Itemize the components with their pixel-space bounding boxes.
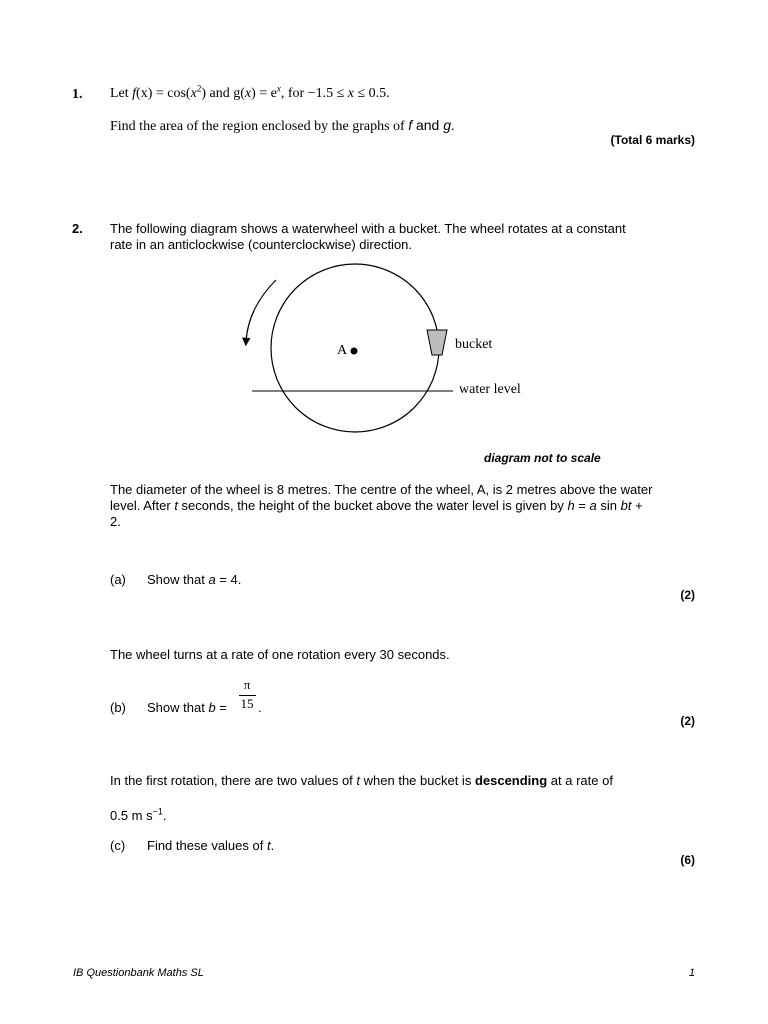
question-2-intro: The following diagram shows a waterwheel with a bucket. The wheel rotates at a constant rate in an anticlockwise (counterclockwise) direction. xyxy=(110,221,626,252)
question-1-statement: Let $f(x) = \cos(x^2)$ and $g(x) = e^x$, for −1.5 ≤ x ≤ 0.5. xyxy=(110,83,390,101)
part-c-marks: (6) xyxy=(680,853,695,867)
question-1-number: 1. xyxy=(72,87,83,102)
diagram-caption: diagram not to scale xyxy=(484,451,601,465)
part-a-label: (a) xyxy=(110,572,126,587)
fraction-numerator: π xyxy=(243,677,251,692)
question-2-paragraph-1: The diameter of the wheel is 8 metres. The centre of the wheel, A, is 2 metres above the water level. After t seconds, the height of the bucket above the water level is given by h = a sin bt + 2. xyxy=(110,482,653,529)
centre-point xyxy=(351,348,358,355)
part-b-period: . xyxy=(258,700,262,715)
bucket-label: bucket xyxy=(455,337,493,352)
part-c-text: Find these values of t. xyxy=(147,838,275,853)
part-a-marks: (2) xyxy=(680,588,695,602)
question-2-paragraph-2: The wheel turns at a rate of one rotation every 30 seconds. xyxy=(110,647,450,662)
rotation-arrow-icon xyxy=(246,280,276,342)
question-2-number: 2. xyxy=(72,221,83,236)
question-1-instruction: Find the area of the region enclosed by the graphs of f and g. xyxy=(110,117,455,134)
part-a-text: Show that a = 4. xyxy=(147,572,242,587)
question-1-total-marks: (Total 6 marks) xyxy=(610,133,695,147)
waterwheel-diagram xyxy=(230,262,550,474)
question-2-paragraph-3: In the first rotation, there are two values of t when the bucket is descending at a rate of xyxy=(110,773,613,788)
water-level-label: water level xyxy=(459,382,521,397)
fraction-denominator: 15 xyxy=(240,696,254,711)
bucket-shape xyxy=(427,330,447,355)
footer-source: IB Questionbank Maths SL xyxy=(73,967,204,979)
part-b-marks: (2) xyxy=(680,714,695,728)
page-number: 1 xyxy=(688,967,695,979)
rate-value: 0.5 m $s^{-1}$. xyxy=(110,806,167,823)
part-c-label: (c) xyxy=(110,838,126,853)
part-b-text: Show that b = xyxy=(147,700,227,715)
part-b-label: (b) xyxy=(110,700,126,715)
centre-label: A xyxy=(337,343,348,358)
